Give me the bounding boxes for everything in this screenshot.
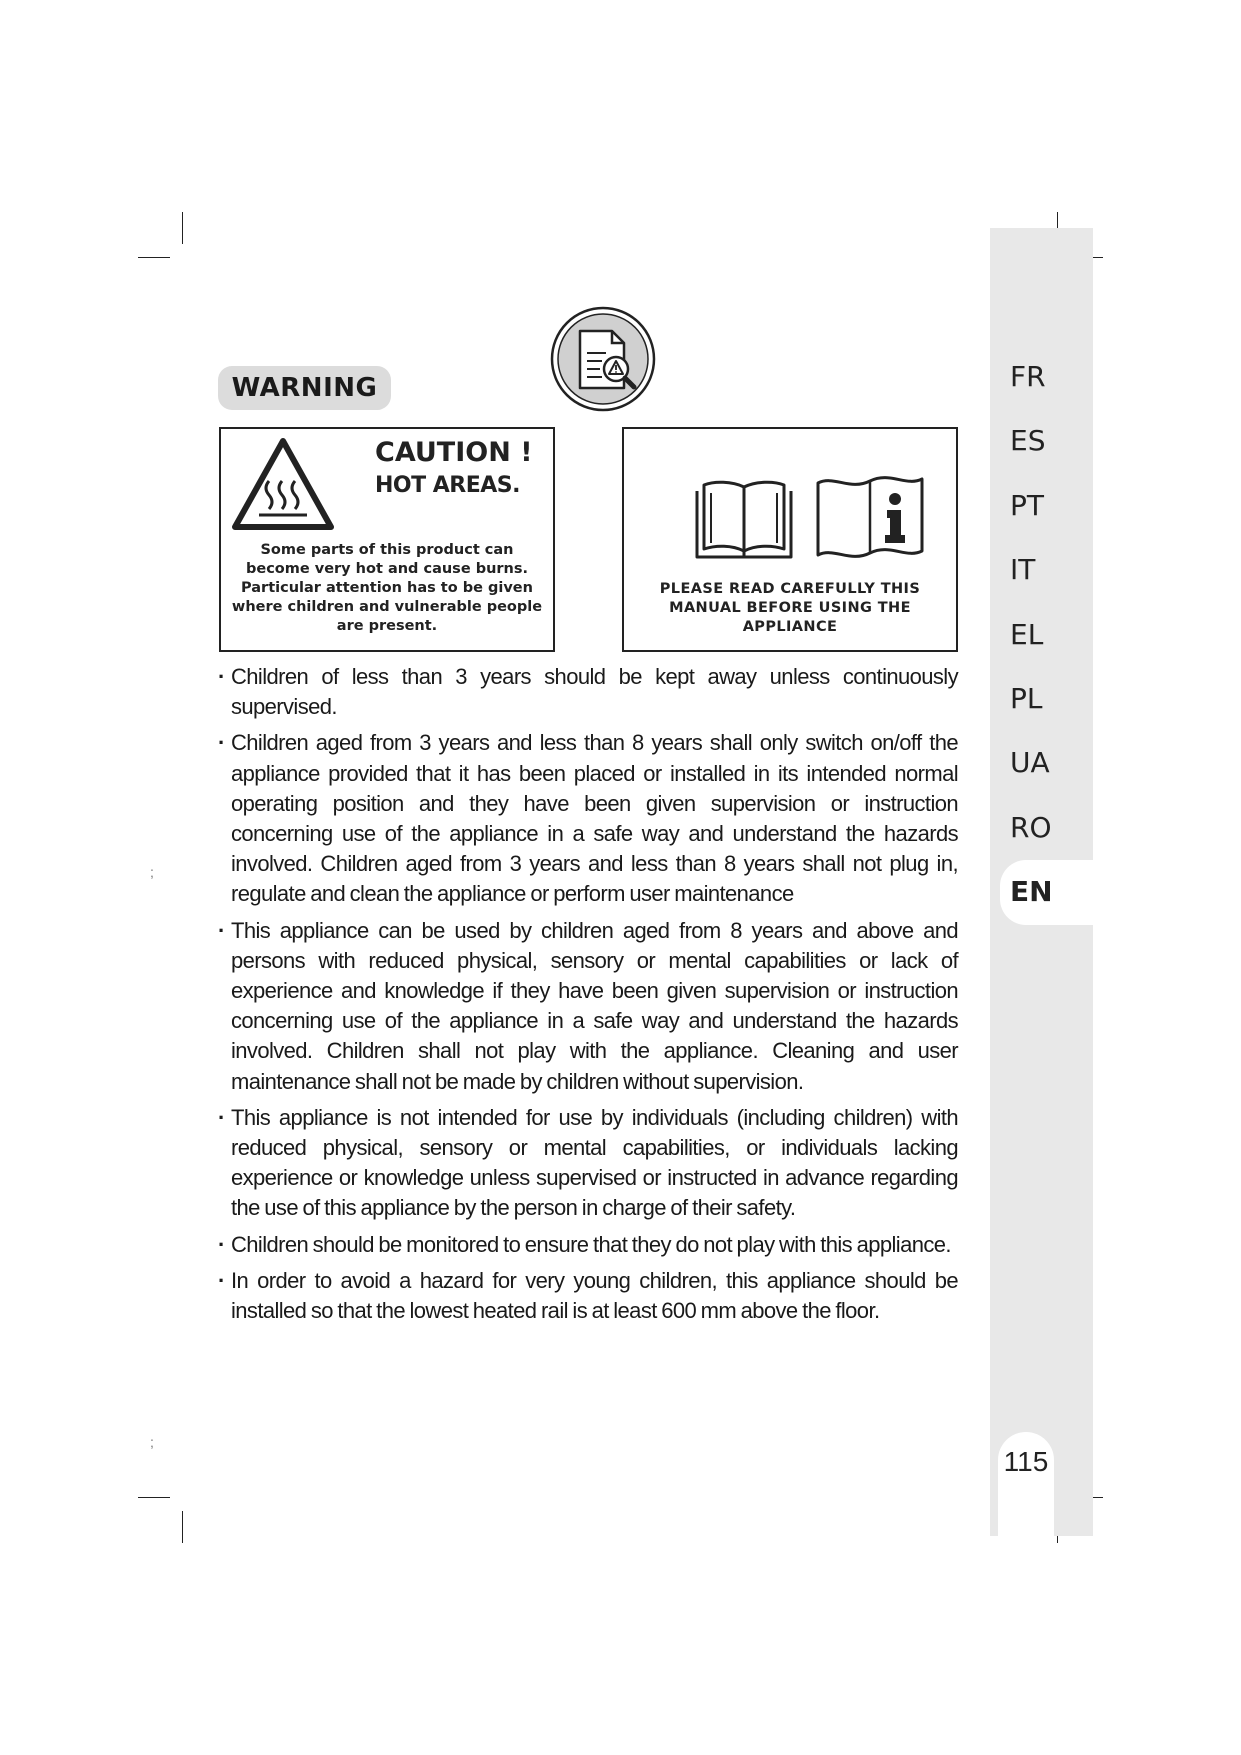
language-item-ua[interactable]: UA: [1010, 746, 1050, 780]
language-list: [990, 345, 1093, 925]
info-leaflet-icon: [814, 473, 926, 561]
crop-mark: [138, 1497, 170, 1498]
list-item: · Children should be monitored to ensure that they do not play with this appliance.: [218, 1230, 958, 1260]
language-item-it[interactable]: IT: [1010, 553, 1036, 587]
language-item-fr[interactable]: FR: [1010, 360, 1046, 393]
caution-title: CAUTION !: [375, 437, 533, 468]
caution-text: Some parts of this product can become very hot and cause burns. Particular attention has to be given where children and vulnerable people are present.: [231, 542, 543, 634]
crop-mark: [182, 212, 183, 244]
crop-mark: [138, 257, 170, 258]
list-item: · This appliance can be used by children aged from 8 years and above and persons with reduced physical, sensory or mental capabilities or lack of experience and knowledge if they have been given supervision or instruction concerning use of the appliance in a safe way and understand the hazards involved. Children shall not play with the appliance. Cleaning and user maintenance shall not be made by children without supervision.: [218, 916, 958, 1097]
manual-box: [622, 427, 958, 652]
language-item-en-active[interactable]: EN: [1000, 860, 1093, 924]
language-item-ro[interactable]: RO: [1010, 810, 1052, 844]
registration-dot: ;: [150, 1434, 154, 1450]
language-item-pt[interactable]: PT: [1010, 488, 1044, 522]
language-item-pl[interactable]: PL: [1010, 681, 1043, 715]
list-item: · Children of less than 3 years should be kept away unless continuously supervised.: [218, 662, 958, 722]
hot-surface-warning-icon: [229, 435, 337, 535]
language-item-el[interactable]: EL: [1010, 617, 1044, 651]
list-item: · In order to avoid a hazard for very young children, this appliance should be installed so that the lowest heated rail is at least 600 mm above the floor.: [218, 1266, 958, 1326]
list-item: · Children aged from 3 years and less than 8 years shall only switch on/off the appliance provided that it has been placed or installed in its intended normal operating position and they have been given supervision or instruction concerning use of the appliance in a safe way and understand the hazards involved. Children aged from 3 years and less than 8 years shall not plug in, regulate and clean the appliance or perform user maintenance: [218, 728, 958, 909]
document-warning-icon: [550, 306, 656, 412]
language-item-es[interactable]: ES: [1010, 424, 1046, 458]
page-number: 115: [998, 1432, 1054, 1536]
open-book-icon: [694, 473, 794, 561]
crop-mark: [182, 1511, 183, 1543]
safety-instructions-list: [218, 662, 958, 1332]
caution-box: [219, 427, 555, 652]
list-item: · This appliance is not intended for use by individuals (including children) with reduced physical, sensory or mental capabilities, or individuals lacking experience or knowledge unless supervised or instructed in advance regarding the use of this appliance by the person in charge of their safety.: [218, 1103, 958, 1224]
warning-label: WARNING: [218, 366, 391, 410]
registration-dot: ;: [150, 864, 154, 880]
caution-subtitle: HOT AREAS.: [375, 473, 521, 498]
manual-notice-text: PLEASE READ CAREFULLY THIS MANUAL BEFORE USING THE APPLIANCE: [659, 581, 921, 635]
